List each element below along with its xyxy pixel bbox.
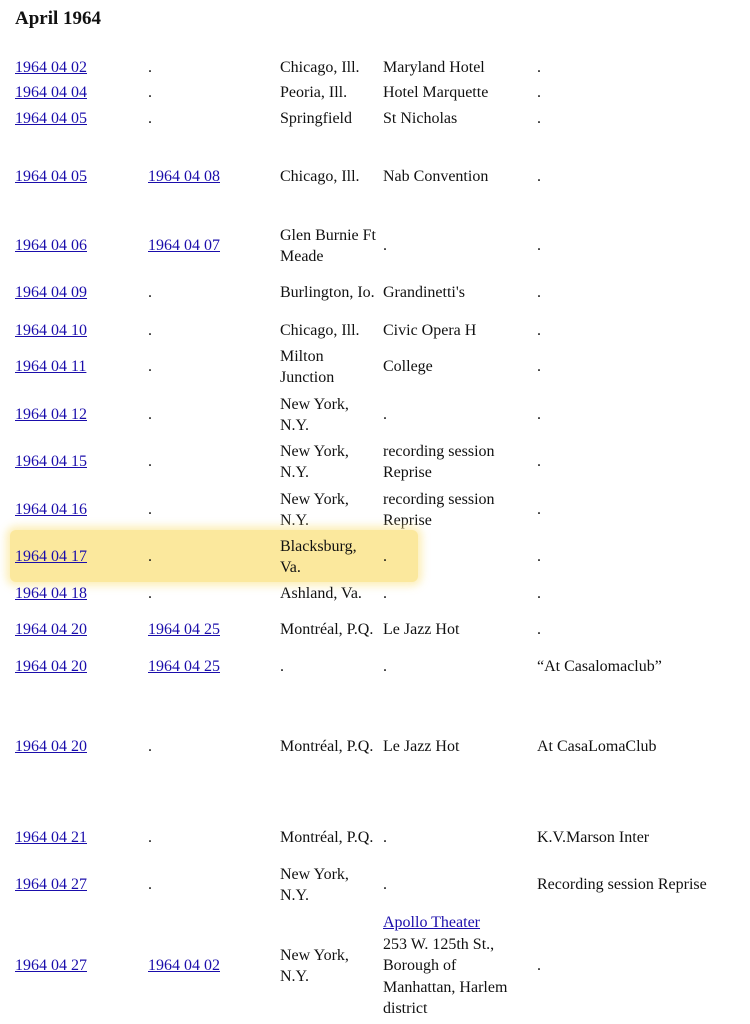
city: Glen Burnie Ft Meade xyxy=(280,226,376,265)
table-row xyxy=(0,911,750,1021)
note: . xyxy=(537,84,541,101)
venue: . xyxy=(383,876,387,894)
table-row xyxy=(0,583,750,605)
note: . xyxy=(537,168,541,185)
table-row xyxy=(0,393,750,437)
start-date-link[interactable]: 1964 04 12 xyxy=(15,406,87,423)
city: Montréal, P.Q. xyxy=(280,621,374,639)
city: Chicago, Ill. xyxy=(280,59,360,77)
city: Ashland, Va. xyxy=(280,585,362,603)
venue: Civic Opera H xyxy=(383,322,477,340)
venue: Le Jazz Hot xyxy=(383,738,460,756)
venue: Le Jazz Hot xyxy=(383,621,460,639)
city: Chicago, Ill. xyxy=(280,322,360,340)
start-date-link[interactable]: 1964 04 06 xyxy=(15,237,87,254)
end-date: . xyxy=(148,110,152,127)
start-date-link[interactable]: 1964 04 15 xyxy=(15,453,87,470)
venue: . xyxy=(383,829,387,847)
city: . xyxy=(280,658,284,676)
note: . xyxy=(537,322,541,339)
table-row xyxy=(0,863,750,907)
city: Springfield xyxy=(280,110,352,128)
venue: Grandinetti's xyxy=(383,284,465,302)
venue-link[interactable]: Apollo Theater xyxy=(383,914,481,932)
table-row xyxy=(0,608,750,652)
start-date-link[interactable]: 1964 04 27 xyxy=(15,957,87,974)
note: . xyxy=(537,406,541,423)
end-date: . xyxy=(148,284,152,301)
end-date: . xyxy=(148,453,152,470)
note: . xyxy=(537,358,541,375)
page-title: April 1964 xyxy=(15,8,102,29)
start-date-link[interactable]: 1964 04 04 xyxy=(15,84,87,101)
note: “At Casalomaclub” xyxy=(537,658,662,675)
venue: . xyxy=(383,548,387,566)
table-row xyxy=(0,345,750,389)
start-date-link[interactable]: 1964 04 20 xyxy=(15,738,87,755)
start-date-link[interactable]: 1964 04 09 xyxy=(15,284,87,301)
city: Montréal, P.Q. xyxy=(280,738,374,756)
note: . xyxy=(537,110,541,127)
start-date-link[interactable]: 1964 04 05 xyxy=(15,110,87,127)
table-row xyxy=(0,108,750,130)
start-date-link[interactable]: 1964 04 11 xyxy=(15,358,87,375)
city: New York, N.Y. xyxy=(280,490,349,529)
city: Chicago, Ill. xyxy=(280,168,360,186)
note: K.V.Marson Inter xyxy=(537,829,650,846)
table-row xyxy=(0,656,750,678)
table-row-highlighted xyxy=(0,535,750,579)
city: Blacksburg, Va. xyxy=(280,537,357,576)
table-row xyxy=(0,488,750,532)
note: . xyxy=(537,453,541,470)
end-date-link[interactable]: 1964 04 07 xyxy=(148,237,220,254)
start-date-link[interactable]: 1964 04 18 xyxy=(15,585,87,602)
note: . xyxy=(537,59,541,76)
note: . xyxy=(537,957,541,974)
note: . xyxy=(537,237,541,254)
venue: St Nicholas xyxy=(383,110,458,128)
venue: . xyxy=(383,237,387,255)
venue: Maryland Hotel xyxy=(383,59,485,77)
end-date: . xyxy=(148,406,152,423)
city: Burlington, Io. xyxy=(280,284,375,302)
end-date-link[interactable]: 1964 04 02 xyxy=(148,957,220,974)
table-row xyxy=(0,166,750,188)
end-date: . xyxy=(148,322,152,339)
start-date-link[interactable]: 1964 04 20 xyxy=(15,621,87,638)
start-date-link[interactable]: 1964 04 17 xyxy=(15,548,87,565)
table-row xyxy=(0,816,750,860)
table-row xyxy=(0,320,750,342)
venue: . xyxy=(383,658,387,676)
venue: recording session Reprise xyxy=(383,490,495,529)
note: . xyxy=(537,585,541,602)
start-date-link[interactable]: 1964 04 05 xyxy=(15,168,87,185)
venue: College xyxy=(383,358,433,376)
start-date-link[interactable]: 1964 04 02 xyxy=(15,59,87,76)
table-row xyxy=(0,224,750,268)
table-row xyxy=(0,440,750,484)
end-date: . xyxy=(148,738,152,755)
city: New York, N.Y. xyxy=(280,865,349,904)
end-date-link[interactable]: 1964 04 25 xyxy=(148,658,220,675)
note: . xyxy=(537,621,541,638)
table-row xyxy=(0,57,750,79)
end-date: . xyxy=(148,84,152,101)
venue: . xyxy=(383,585,387,603)
end-date: . xyxy=(148,358,152,375)
end-date: . xyxy=(148,548,152,565)
end-date: . xyxy=(148,876,152,893)
venue: Nab Convention xyxy=(383,168,489,186)
start-date-link[interactable]: 1964 04 27 xyxy=(15,876,87,893)
city: Montréal, P.Q. xyxy=(280,829,374,847)
city: New York, N.Y. xyxy=(280,442,349,481)
end-date: . xyxy=(148,501,152,518)
city: New York, N.Y. xyxy=(280,946,349,985)
end-date: . xyxy=(148,585,152,602)
venue: Hotel Marquette xyxy=(383,84,489,102)
table-row xyxy=(0,271,750,315)
start-date-link[interactable]: 1964 04 16 xyxy=(15,501,87,518)
end-date: . xyxy=(148,829,152,846)
table-row xyxy=(0,725,750,769)
start-date-link[interactable]: 1964 04 10 xyxy=(15,322,87,339)
venue: . xyxy=(383,406,387,424)
note: Recording session Reprise xyxy=(537,876,707,893)
start-date-link[interactable]: 1964 04 21 xyxy=(15,829,87,846)
venue: recording session Reprise xyxy=(383,442,495,481)
note: . xyxy=(537,501,541,518)
note: At CasaLomaClub xyxy=(537,738,657,755)
start-date-link[interactable]: 1964 04 20 xyxy=(15,658,87,675)
note: . xyxy=(537,284,541,301)
table-row xyxy=(0,82,750,104)
end-date-link[interactable]: 1964 04 25 xyxy=(148,621,220,638)
city: Peoria, Ill. xyxy=(280,84,348,102)
venue-block xyxy=(383,912,528,1020)
end-date: . xyxy=(148,59,152,76)
end-date-link[interactable]: 1964 04 08 xyxy=(148,168,220,185)
note: . xyxy=(537,548,541,565)
city: Milton Junction xyxy=(280,347,335,386)
venue-address: 253 W. 125th St., Borough of Manhattan, Harlem district xyxy=(383,935,508,1018)
city: New York, N.Y. xyxy=(280,395,349,434)
